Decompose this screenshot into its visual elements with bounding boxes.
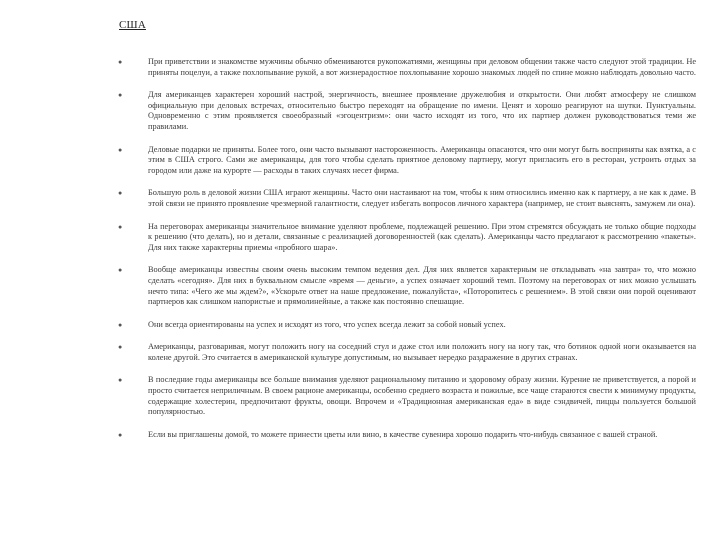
list-item	[118, 430, 696, 441]
list-item	[118, 57, 696, 78]
list-item-text: Если вы приглашены домой, то можете принести цветы или вино, в качестве сувенира хорошо подарить что-нибудь связанное с вашей страной.	[148, 429, 658, 439]
list-item	[118, 145, 696, 177]
list-item	[118, 265, 696, 307]
list-item	[118, 188, 696, 209]
list-item	[118, 320, 696, 331]
list-item-text: Деловые подарки не приняты. Более того, они часто вызывают настороженность. Американцы опасаются, что они могут быть восприняты как взятка, а с этим в США строго. Сами же американцы, для того чтобы сделать приятное деловому партнеру, могут пригласить его в ресторан, устроить отдых за городом или даже на курорте — расходы в таких случаях несет фирма.	[148, 144, 696, 175]
list-item-text: В последние годы американцы все больше внимания уделяют рациональному питанию и здоровому образу жизни. Курение не приветствуется, а порой и просто считается неприличным. В своем рационе американцы, особенно среднего возраста и пожилые, все чаще стараются свести к минимуму продукты, содержащие холестерин, предпочитают фрукты, овощи. Впрочем и «Традиционная американская еда» в виде сэндвичей, пиццы пользуется большой популярностью.	[148, 375, 696, 417]
page-title: США	[119, 19, 146, 31]
list-item	[118, 375, 696, 417]
bullet-icon: ●	[118, 91, 123, 100]
list-item-text: При приветствии и знакомстве мужчины обычно обмениваются рукопожатиями, женщины при деловом общении также часто следуют этой традиции. Не приняты поцелуи, а также похлопывание рукой, а вот жизнерадостное похлопывание хорошо знакомых людей по спине можно наблюдать довольно часто.	[148, 57, 696, 77]
list-item-text: Для американцев характерен хороший настрой, энергичность, внешнее проявление дружелюбия и открытости. Они любят атмосферу не слишком официальную при деловых встречах, относительно быстро переходят на обращение по имени. Ценят и хорошо реагируют на шутки. Пунктуальны. Одновременно с этим проявляется своеобразный «эгоцентризм»: они часто исходят из того, что их партнер должен руководствоваться теми же правилами.	[148, 90, 696, 131]
list-item-text: На переговорах американцы значительное внимание уделяют проблеме, подлежащей решению. При этом стремятся обсуждать не только общие подходы к решению (что делать), но и детали, связанные с реализацией договоренностей (как сделать). Американцы часто предлагают к рассмотрению «пакеты». Для них также характерны приемы «пробного шара».	[148, 221, 696, 252]
list-item-text: Американцы, разговаривая, могут положить ногу на соседний стул и даже стол или положить ногу на ногу так, что ботинок одной ноги оказывается на колене другой. Это считается в американской культуре допустимым, но вызывает нередко раздражение в других странах.	[148, 342, 696, 362]
bullet-icon: ●	[118, 145, 123, 154]
bullet-icon: ●	[118, 376, 123, 385]
bullet-icon: ●	[118, 222, 123, 231]
bullet-icon: ●	[118, 189, 123, 198]
bullet-icon: ●	[118, 430, 123, 439]
bullet-icon: ●	[118, 58, 123, 66]
bullet-icon: ●	[118, 320, 123, 329]
bullet-icon: ●	[118, 343, 123, 352]
list-item	[118, 222, 696, 254]
list-item	[118, 90, 696, 132]
list-item-text: Вообще американцы известны своим очень высоким темпом ведения дел. Для них является характерным не откладывать «на завтра» то, что можно сделать «сегодня». Для них в буквальном смысле «время — деньги», а успех означает хороший темп. Поэтому на переговорах от них можно услышать нечто типа: «Чего же мы ждем?», «Ускорьте ответ на наше предложение, пожалуйста», «Поторопитесь с решением». В этой связи они порой оценивают партнеров как слишком напористые и прямолинейные, а также как постоянно спешащие.	[148, 265, 696, 307]
list-item-text: Они всегда ориентированы на успех и исходят из того, что успех всегда лежит за собой новый успех.	[148, 319, 506, 329]
list-item	[118, 342, 696, 363]
list-item-text: Большую роль в деловой жизни США играют женщины. Часто они настаивают на том, чтобы к ним относились именно как к партнеру, а не как к даме. В этой связи не принято проявление чрезмерной галантности, следует избегать вопросов личного характера (например, не стоит выяснять, замужем ли она).	[148, 188, 696, 208]
bullet-icon: ●	[118, 266, 123, 275]
bullet-list	[118, 57, 696, 440]
